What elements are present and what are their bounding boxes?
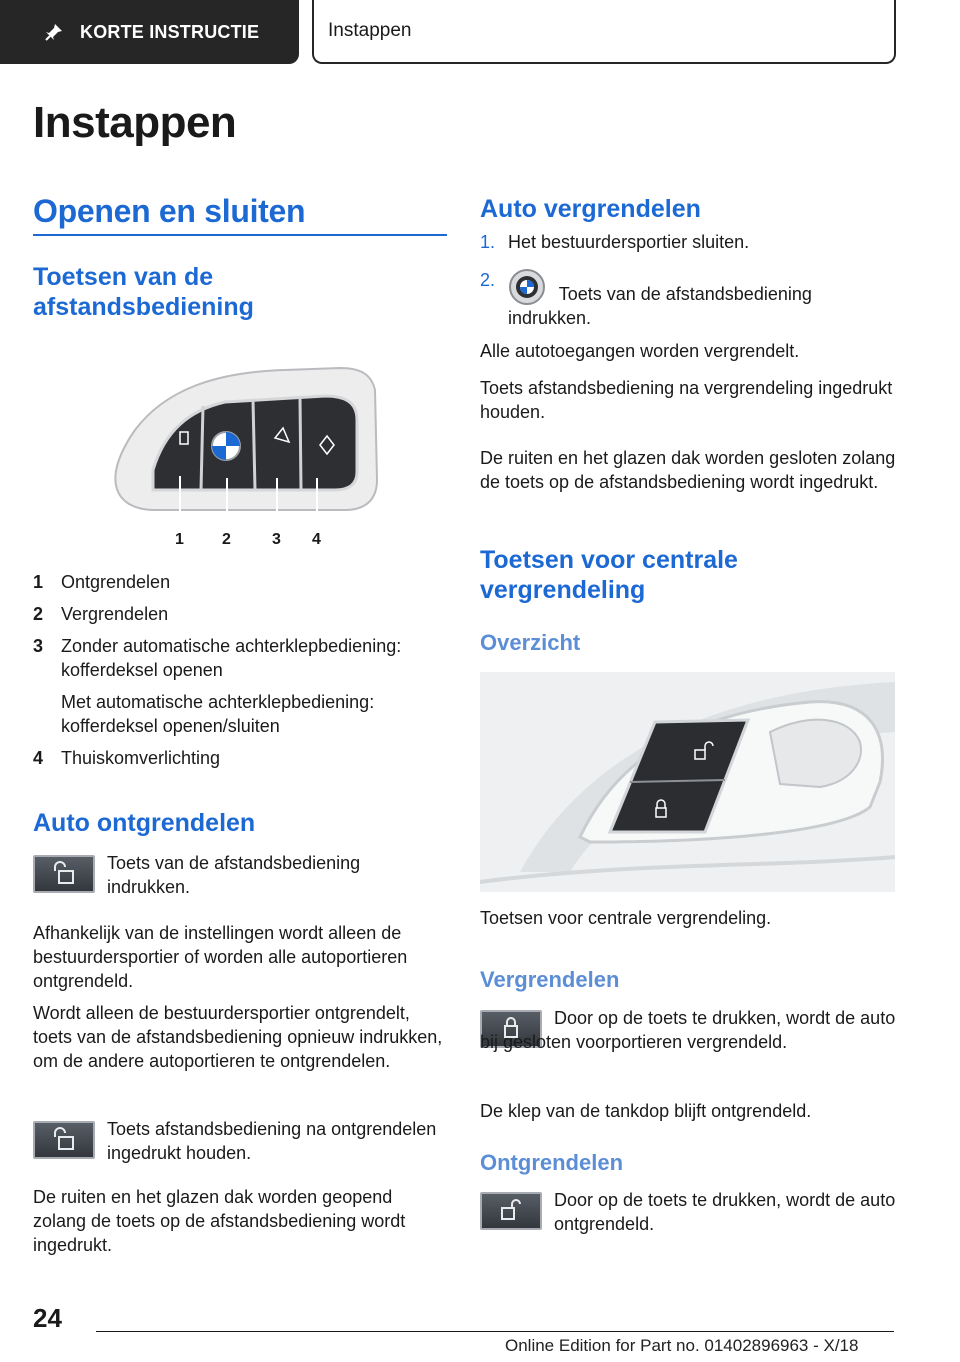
keyfob-label-3: 3: [272, 531, 281, 548]
unlock-button-image: [33, 855, 95, 893]
unlock-text: Door op de toets te drukken, wordt de auto ontgrendeld.: [554, 1190, 896, 1234]
heading-open-close: Openen en sluiten: [33, 193, 306, 229]
unlock-paragraph-1: Afhankelijk van de instellingen wordt alleen de bestuurdersportier of worden alle autoportieren ontgrendeld.: [33, 923, 408, 991]
section-tab[interactable]: [0, 0, 299, 64]
heading-rule: [33, 234, 447, 236]
section-tab-label: KORTE INSTRUCTIE: [80, 21, 260, 42]
heading-lock-car: Auto vergrendelen: [480, 195, 701, 223]
page-tab[interactable]: [312, 0, 896, 64]
page-tab-label: Instappen: [328, 20, 412, 41]
footer-edition: Online Edition for Part no. 01402896963 - X/18: [505, 1336, 859, 1355]
keyfob-label-2: 2: [222, 531, 231, 548]
list-item: 1. Het bestuurdersportier sluiten.: [480, 232, 750, 252]
heading-unlock-car: Auto ontgrendelen: [33, 809, 256, 837]
door-handle-photo: [480, 672, 895, 892]
page-title: Instappen: [33, 98, 237, 147]
photo-caption: Toetsen voor centrale vergrendeling.: [480, 908, 772, 928]
unlock-icon: [482, 1194, 540, 1228]
footer-rule: [96, 1331, 894, 1332]
keyfob-label-4: 4: [312, 531, 321, 548]
bmw-logo-icon: [508, 268, 546, 306]
lock-text: Door op de toets te drukken, wordt de auto bij gesloten voorportieren vergrendeld.: [480, 1008, 896, 1052]
lock-paragraph-2: Toets afstandsbediening na vergrendeling ingedrukt houden.: [480, 378, 893, 422]
fuel-flap-text: De klep van de tankdop blijft ontgrendeld.: [480, 1101, 812, 1121]
lock-paragraph-3: De ruiten en het glazen dak worden gesloten zolang de toets op de afstandsbediening wordt ingedrukt.: [480, 448, 896, 492]
heading-unlock: Ontgrendelen: [480, 1150, 624, 1175]
key-list: [33, 570, 453, 770]
heading-central-locking: Toetsen voor centrale vergrendeling: [480, 546, 738, 604]
unlock-button-image-2: [33, 1121, 95, 1159]
pin-icon: [44, 22, 64, 42]
keyfob-illustration: [95, 360, 385, 550]
unlock-door-button-image: [480, 1192, 542, 1230]
lock-paragraph-1: Alle autotoegangen worden vergrendelt.: [480, 341, 800, 361]
heading-overview: Overzicht: [480, 630, 581, 655]
lock-steps: [480, 230, 896, 330]
unlock-paragraph-3: De ruiten en het glazen dak worden geopend zolang de toets op de afstandsbediening wordt ingedrukt.: [33, 1187, 406, 1255]
unlock-icon: [35, 1123, 93, 1157]
list-item: 1 Ontgrendelen: [33, 572, 171, 592]
unlock-hold-text: Toets afstandsbediening na ontgrendelen ingedrukt houden.: [107, 1119, 437, 1163]
list-item: 4 Thuiskomverlichting: [33, 748, 221, 768]
keyfob-label-1: 1: [175, 531, 184, 548]
unlock-press-text: Toets van de afstandsbediening indrukken.: [107, 853, 361, 897]
list-item: 2. Toets van de afstandsbediening indrukken.: [480, 270, 812, 328]
list-item: 2 Vergrendelen: [33, 604, 169, 624]
heading-remote-keys: Toetsen van de afstandsbediening: [33, 263, 254, 321]
page-number: 24: [33, 1303, 62, 1333]
unlock-paragraph-2: Wordt alleen de bestuurdersportier ontgrendelt, toets van de afstandsbediening opnieuw indrukken, om de andere autoportieren te ontgrendelen.: [33, 1003, 443, 1071]
heading-lock: Vergrendelen: [480, 967, 620, 992]
unlock-icon: [35, 857, 93, 891]
list-item: 3 Zonder automatische achterklepbediening: kofferdeksel openen Met automatische achterklepbediening: kofferdeksel openen/sluiten: [33, 636, 402, 736]
